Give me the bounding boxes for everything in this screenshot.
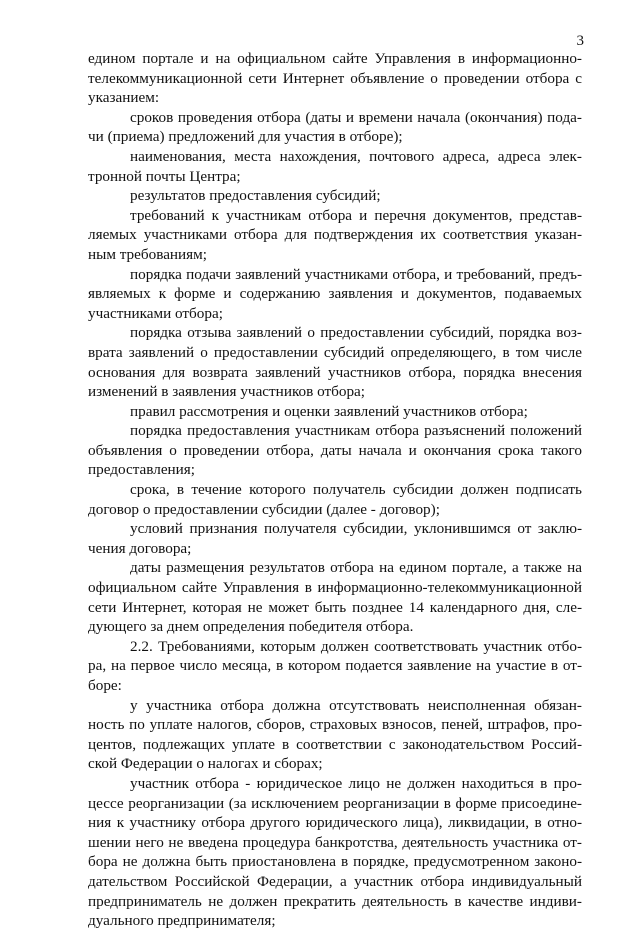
text-line: изменений в заявления участников отбора; [88,383,366,401]
text-line: участник отбора - юридическое лицо не должен находиться в про- [130,774,582,792]
text-line: результатов предоставления субсидий; [130,187,381,205]
text-line: указанием: [88,89,160,107]
text-line: участниками отбора; [88,304,223,322]
text-line: боре: [88,677,122,694]
text-line: ность по уплате налогов, сборов, страховых взносов, пеней, штрафов, про- [88,716,582,734]
text-line: ным требованиям; [88,245,208,263]
text-line: сроков проведения отбора (даты и времени начала (окончания) пода- [130,108,582,126]
text-line: срока, в течение которого получатель субсидии должен подписать [130,481,582,499]
text-line: дующего за днем определения победителя отбора. [88,618,414,636]
text-line: чи (приема) предложений для участия в отборе); [88,128,403,146]
text-line: объявления о проведении отбора, даты начала и окончания срока такого [88,441,582,459]
text-line: цессе реорганизации (за исключением реорганизации в форме присоедине- [88,794,582,812]
text-line: требований к участникам отбора и перечня документов, представ- [130,206,582,224]
text-line: ния к участнику отбора другого юридического лица), ликвидации, в отно- [88,814,582,832]
text-line: дуального предпринимателя; [88,912,276,930]
text-line: порядка подачи заявлений участниками отбора, и требований, предъ- [130,265,582,283]
document-body [88,49,582,931]
text-line: сети Интернет, которая не может быть позднее 14 календарного дня, сле- [88,598,582,616]
text-line: предоставления; [88,461,196,479]
text-line: центов, подлежащих уплате в соответствии с законодательством Россий- [88,735,582,753]
text-line: порядка отзыва заявлений о предоставлении субсидий, порядка воз- [130,324,582,342]
text-line: являемых к форме и содержанию заявления и документов, подаваемых [88,285,582,303]
text-line: наименования, места нахождения, почтового адреса, адреса элек- [130,147,582,165]
text-line: официальном сайте Управления в информационно-телекоммуникационной [88,579,582,597]
text-line: едином портале и на официальном сайте Управления в информационно- [88,50,582,67]
text-line: договор о предоставлении субсидии (далее - договор); [88,500,440,518]
text-line: предприниматель не должен прекратить деятельность в качестве индиви- [88,892,582,910]
text-line: врата заявлений о предоставлении субсидий определяющего, в том числе [88,343,582,361]
text-line: даты размещения результатов отбора на едином портале, а также на [130,559,582,577]
text-line: ра, на первое число месяца, в котором подается заявление на участие в от- [88,657,582,675]
text-line: бора не должна быть приостановлена в порядке, предусмотренном законо- [88,853,582,871]
text-line: основания для возврата заявлений участников отбора, порядка внесения [88,363,582,381]
text-line: дательством Российской Федерации, а участник отбора индивидуальный [88,872,582,890]
text-line: телекоммуникационной сети Интернет объявление о проведении отбора с [88,69,582,87]
text-line: ской Федерации о налогах и сборах; [88,755,323,773]
text-line: у участника отбора должна отсутствовать неисполненная обязан- [130,696,582,714]
text-line: правил рассмотрения и оценки заявлений участников отбора; [130,402,528,420]
text-line: порядка предоставления участникам отбора разъяснений положений [130,422,582,440]
page-number: 3 [576,33,584,49]
text-line: условий признания получателя субсидии, уклонившимся от заклю- [130,520,582,538]
text-line: шении него не введена процедура банкротства, деятельность участника от- [88,833,582,851]
text-line: чения договора; [88,539,192,557]
text-line: 2.2. Требованиями, которым должен соответствовать участник отбо- [130,637,582,655]
text-line: тронной почты Центра; [88,167,241,185]
text-line: ляемых участниками отбора для подтверждения их соответствия указан- [88,226,582,244]
